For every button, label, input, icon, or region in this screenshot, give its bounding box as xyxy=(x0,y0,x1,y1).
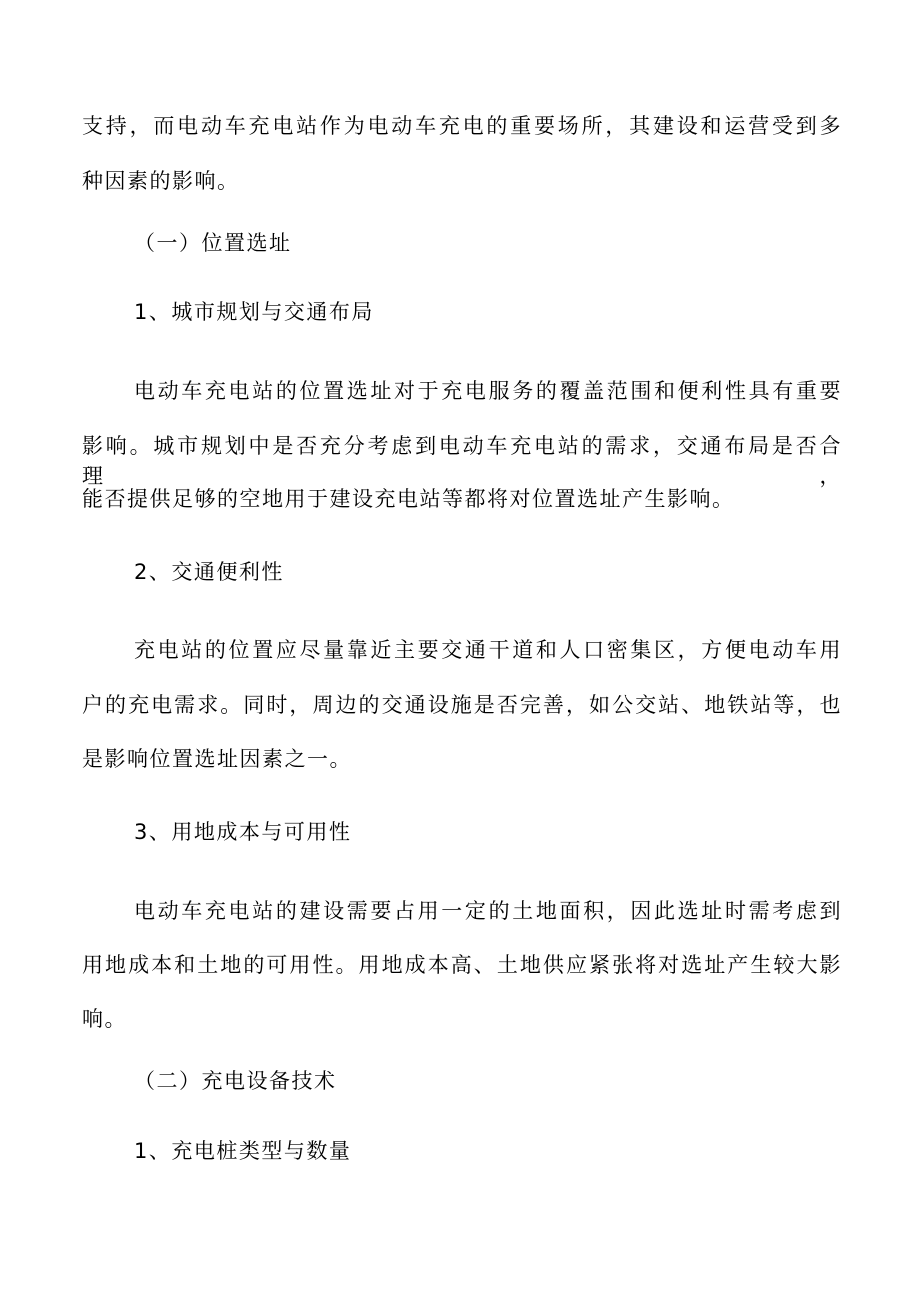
paragraph-line: 电动车充电站的建设需要占用一定的土地面积，因此选址时需考虑到 xyxy=(134,899,842,923)
section-heading: （二）充电设备技术 xyxy=(134,1069,337,1093)
subsection-heading: 1、充电桩类型与数量 xyxy=(134,1139,352,1163)
paragraph-line: 能否提供足够的空地用于建设充电站等都将对位置选址产生影响。 xyxy=(82,487,735,511)
paragraph-line: 用地成本和土地的可用性。用地成本高、土地供应紧张将对选址产生较大影 xyxy=(82,953,842,977)
paragraph-line: 支持，而电动车充电站作为电动车充电的重要场所，其建设和运营受到多 xyxy=(82,114,842,138)
subsection-heading: 2、交通便利性 xyxy=(134,560,284,584)
section-heading: （一）位置选址 xyxy=(134,231,292,255)
paragraph-line: 影响。城市规划中是否充分考虑到电动车充电站的需求，交通布局是否合理， xyxy=(82,434,842,488)
subsection-heading: 1、城市规划与交通布局 xyxy=(134,300,374,324)
paragraph-line: 是影响位置选址因素之一。 xyxy=(82,747,352,771)
paragraph-line: 充电站的位置应尽量靠近主要交通干道和人口密集区，方便电动车用 xyxy=(134,638,842,662)
subsection-heading: 3、用地成本与可用性 xyxy=(134,820,352,844)
paragraph-line: 电动车充电站的位置选址对于充电服务的覆盖范围和便利性具有重要 xyxy=(134,379,842,403)
paragraph-line: 户的充电需求。同时，周边的交通设施是否完善，如公交站、地铁站等，也 xyxy=(82,693,842,717)
paragraph-line: 响。 xyxy=(82,1007,127,1031)
paragraph-line: 种因素的影响。 xyxy=(82,169,240,193)
